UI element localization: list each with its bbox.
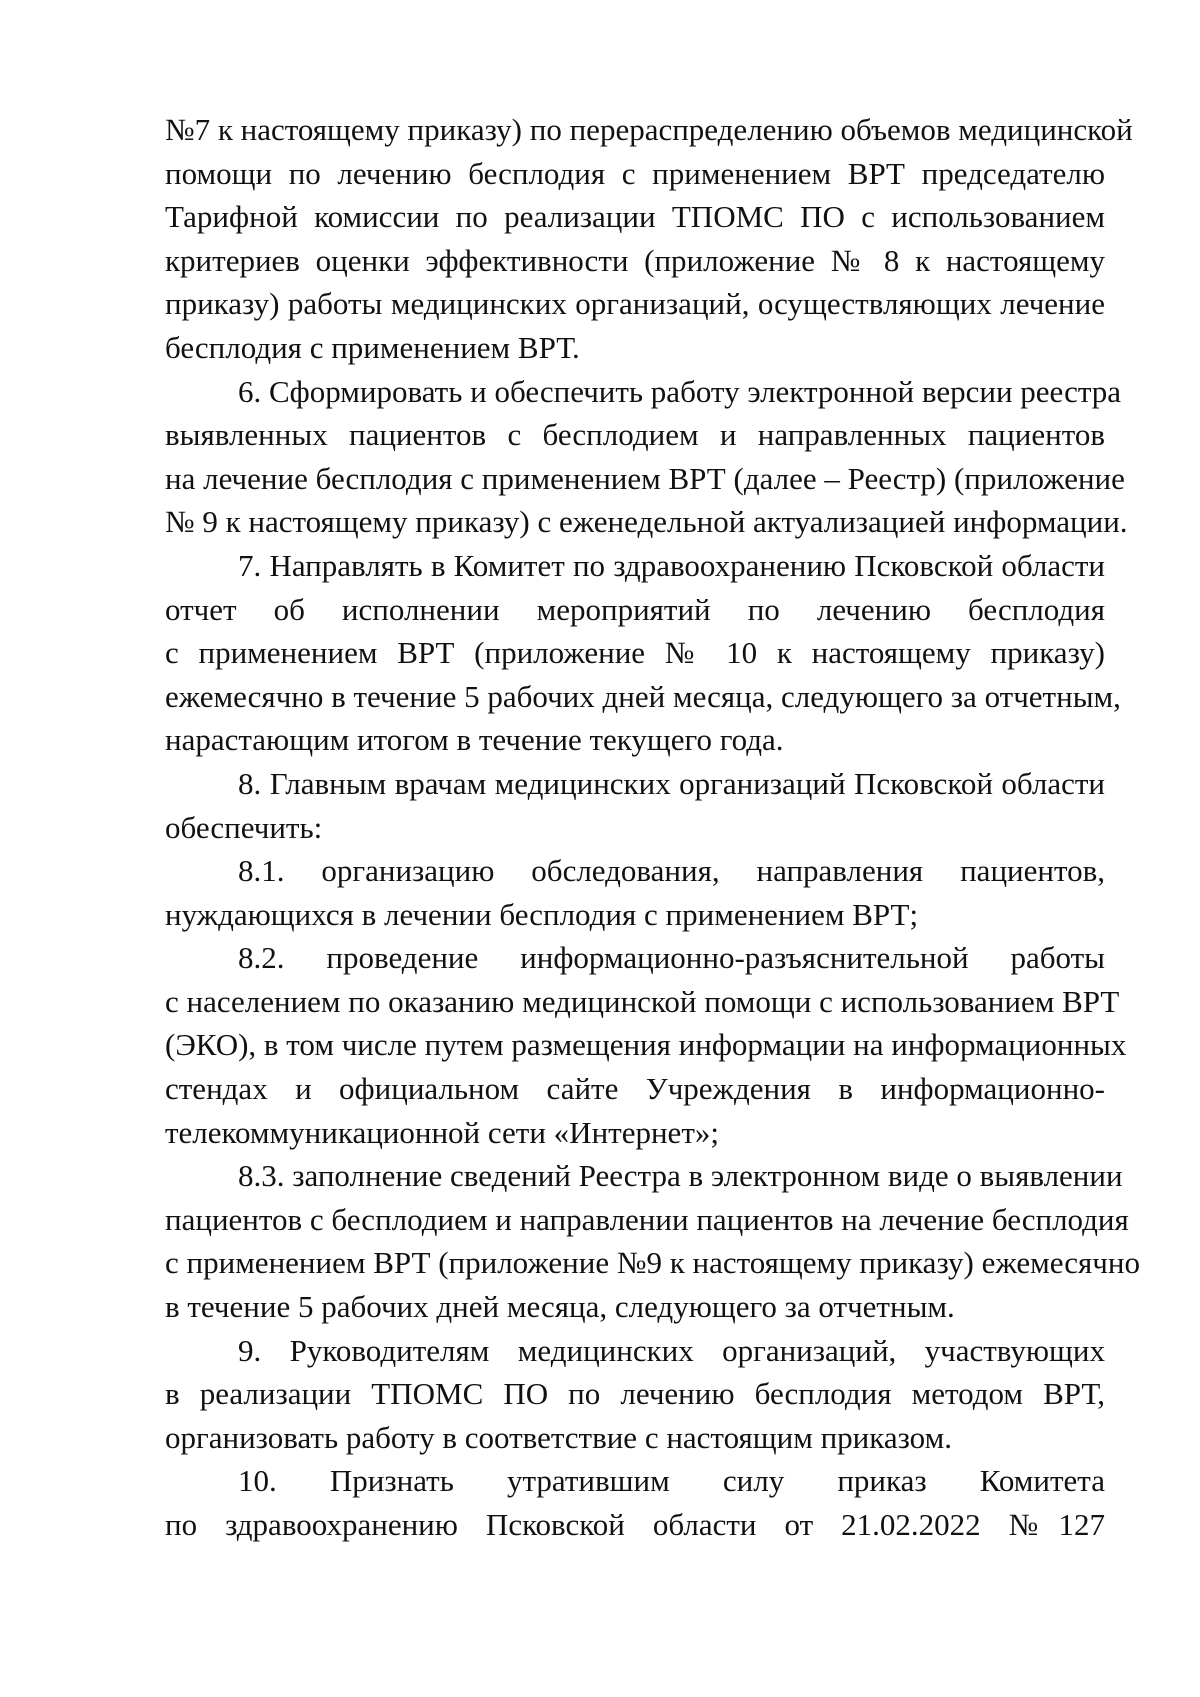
text-line: организовать работу в соответствие с настоящим приказом. xyxy=(165,1419,952,1455)
text-line: обеспечить: xyxy=(165,809,323,845)
text-line: нарастающим итогом в течение текущего года. xyxy=(165,722,784,758)
text-line: помощи по лечению бесплодия с применением ВРТ председателю xyxy=(165,155,1105,191)
paragraph-p7 xyxy=(165,544,1121,762)
text-line: 9. Руководителям медицинских организаций, участвующих xyxy=(238,1332,1105,1368)
paragraph-p8-3 xyxy=(165,1154,1140,1328)
text-line: (ЭКО), в том числе путем размещения информации на информационных xyxy=(165,1027,1127,1063)
text-line: с применением ВРТ (приложение №9 к настоящему приказу) ежемесячно xyxy=(165,1245,1140,1281)
text-line: 8.2. проведение информационно-разъяснительной работы xyxy=(238,940,1105,976)
text-line: приказу) работы медицинских организаций, осуществляющих лечение xyxy=(165,286,1105,322)
text-line: Тарифной комиссии по реализации ТПОМС ПО с использованием xyxy=(165,199,1105,235)
paragraph-p8 xyxy=(165,762,1105,849)
paragraph-p9 xyxy=(165,1329,1105,1460)
text-line: №7 к настоящему приказу) по перераспределению объемов медицинской xyxy=(165,112,1133,147)
paragraph-p8-1 xyxy=(165,849,1105,936)
text-line: пациентов с бесплодием и направлении пациентов на лечение бесплодия xyxy=(165,1201,1129,1237)
text-line: в течение 5 рабочих дней месяца, следующего за отчетным. xyxy=(165,1289,955,1325)
text-line: 6. Сформировать и обеспечить работу электронной версии реестра xyxy=(238,373,1122,409)
paragraph-p5-continuation xyxy=(165,108,1133,370)
text-line: телекоммуникационной сети «Интернет»; xyxy=(165,1114,719,1150)
text-line: по здравоохранению Псковской области от 21.02.2022 №127 xyxy=(165,1507,1105,1542)
text-line: в реализации ТПОМС ПО по лечению бесплодия методом ВРТ, xyxy=(165,1376,1105,1412)
paragraph-p6 xyxy=(165,370,1128,544)
document-page xyxy=(165,108,1140,1547)
text-line: 7. Направлять в Комитет по здравоохранению Псковской области xyxy=(238,547,1105,583)
text-line: 8. Главным врачам медицинских организаций Псковской области xyxy=(238,765,1105,801)
text-line: стендах и официальном сайте Учреждения в информационно- xyxy=(165,1071,1105,1107)
text-line: бесплодия с применением ВРТ. xyxy=(165,329,580,365)
text-line: ежемесячно в течение 5 рабочих дней месяца, следующего за отчетным, xyxy=(165,678,1121,714)
text-line: с населением по оказанию медицинской помощи с использованием ВРТ xyxy=(165,983,1120,1019)
text-line: критериев оценки эффективности (приложение № 8 к настоящему xyxy=(165,242,1105,278)
paragraph-p8-2 xyxy=(165,936,1127,1154)
text-line: с применением ВРТ (приложение № 10 к настоящему приказу) xyxy=(165,635,1105,671)
text-line: 10. Признать утратившим силу приказ Комитета xyxy=(238,1463,1105,1499)
text-line: № 9 к настоящему приказу) с еженедельной актуализацией информации. xyxy=(165,504,1128,540)
text-line: 8.3. заполнение сведений Реестра в электронном виде о выявлении xyxy=(238,1158,1123,1194)
text-line: нуждающихся в лечении бесплодия с применением ВРТ; xyxy=(165,896,919,932)
text-line: выявленных пациентов с бесплодием и направленных пациентов xyxy=(165,417,1105,453)
text-line: 8.1. организацию обследования, направления пациентов, xyxy=(238,853,1105,889)
text-line: отчет об исполнении мероприятий по лечению бесплодия xyxy=(165,591,1105,627)
paragraph-p10 xyxy=(165,1459,1105,1546)
text-line: на лечение бесплодия с применением ВРТ (далее – Реестр) (приложение xyxy=(165,460,1125,496)
